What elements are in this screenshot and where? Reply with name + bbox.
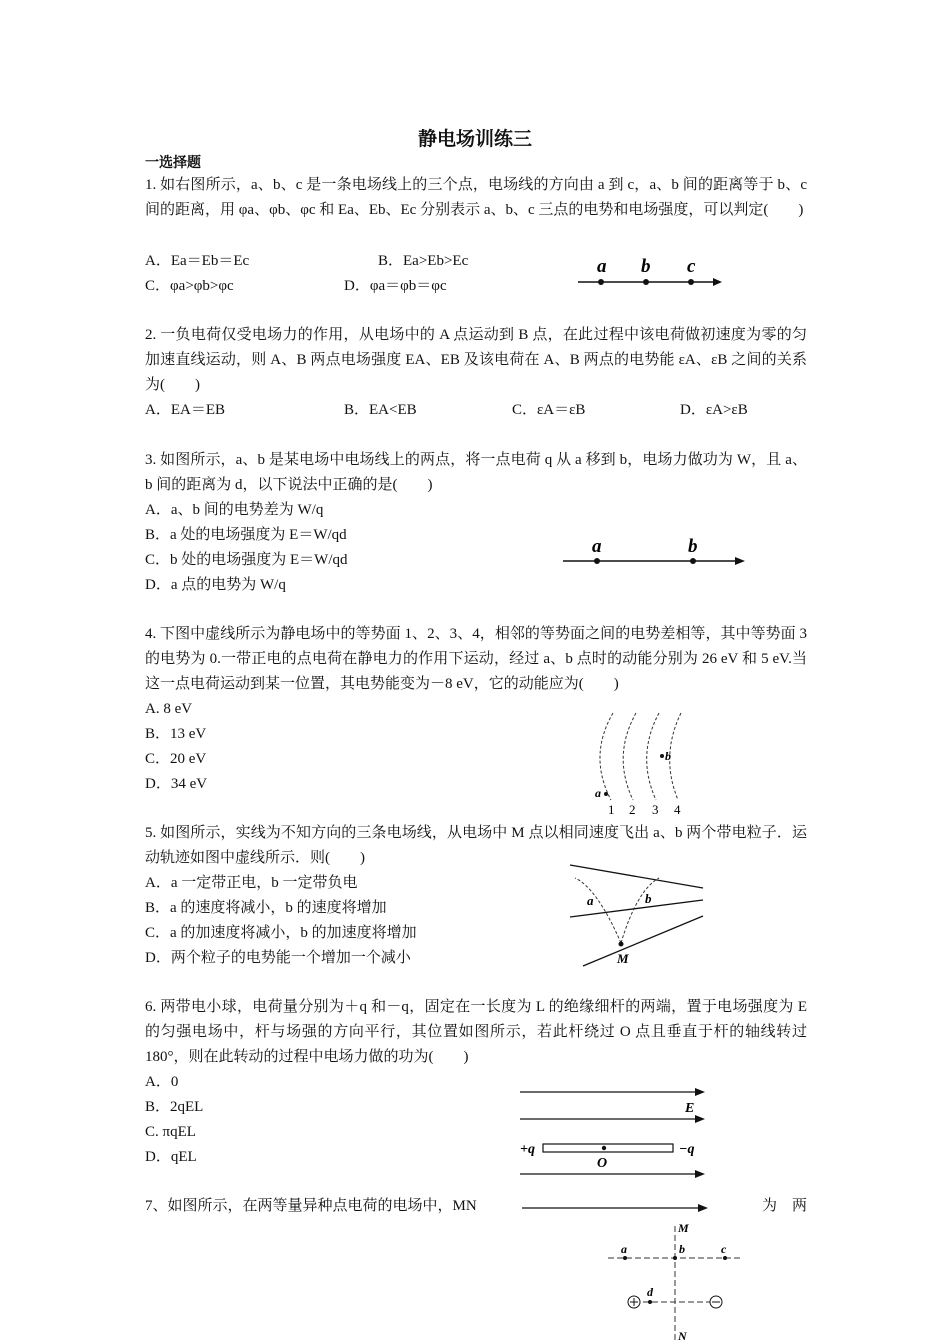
q5-option-b: B．a 的速度将减小，b 的速度将增加 xyxy=(145,900,387,916)
q1-option-a: A．Ea＝Eb＝Ec xyxy=(145,253,250,269)
q7-label-n: N xyxy=(678,1329,687,1343)
q7-stem-start: 7、如图所示，在两等量异种点电荷的电场中，MN xyxy=(145,1198,477,1214)
q5-stem: 5. 如图所示，实线为不知方向的三条电场线，从电场中 M 点以相同速度飞出 a、b 两个带电粒子．运动轨迹如图中虚线所示．则( ) xyxy=(145,825,807,866)
q7-stem-end: 为 两 xyxy=(762,1198,808,1214)
q4-surface-2 xyxy=(623,713,636,800)
q5-field-line-1 xyxy=(570,865,703,888)
q4-surface-1 xyxy=(600,713,613,800)
q7-dipole-figure xyxy=(600,1218,750,1342)
q1-label-c: c xyxy=(687,256,696,277)
q5-point-m xyxy=(619,942,624,947)
q7-point-d xyxy=(648,1300,652,1304)
q4-option-a: A. 8 eV xyxy=(145,701,193,717)
q4-surface-3 xyxy=(647,713,659,800)
q7-point-b xyxy=(673,1256,677,1260)
q3-field-line-figure xyxy=(555,530,755,575)
q6-arrow-2 xyxy=(695,1115,705,1123)
q6-insulating-rod xyxy=(543,1144,673,1152)
q7-label-m: M xyxy=(678,1221,689,1235)
section-heading: 一选择题 xyxy=(145,155,201,171)
q7-label-d: d xyxy=(647,1285,653,1299)
q1-point-b xyxy=(643,279,649,285)
q3-option-b: B．a 处的电场强度为 E＝W/qd xyxy=(145,527,347,543)
q2-option-c: C．εA＝εB xyxy=(512,402,586,418)
q5-trajectory-a xyxy=(575,878,621,943)
q3-label-b: b xyxy=(688,536,698,557)
q4-surface-4 xyxy=(670,713,681,800)
q4-equipotential-figure xyxy=(580,708,700,818)
q1-point-a xyxy=(598,279,604,285)
page-title: 静电场训练三 xyxy=(417,128,532,150)
q5-trajectory-b xyxy=(621,878,659,943)
q3-option-a: A．a、b 间的电势差为 W/q xyxy=(145,502,324,518)
q6-label-plus-q: +q xyxy=(520,1142,535,1157)
q4-label-3: 3 xyxy=(652,802,659,817)
q3-point-b xyxy=(690,558,696,564)
q5-option-d: D．两个粒子的电势能一个增加一个减小 xyxy=(145,950,411,966)
q4-point-b xyxy=(660,754,664,758)
q6-label-e: E xyxy=(685,1101,695,1116)
q4-label-b: b xyxy=(665,749,671,763)
q5-field-line-3 xyxy=(583,916,703,966)
q4-label-4: 4 xyxy=(674,802,681,817)
q5-label-b: b xyxy=(645,891,652,906)
q7-label-a: a xyxy=(621,1242,627,1256)
q2-stem: 2. 一负电荷仅受电场力的作用，从电场中的 A 点运动到 B 点，在此过程中该电荷做初速度为零的匀加速直线运动，则 A、B 两点电场强度 EA、EB 及该电荷在 A、B 两点的电势能 εA、εB 之间的关系为( ) xyxy=(145,327,807,393)
q1-label-b: b xyxy=(641,256,651,277)
q1-field-line-figure xyxy=(570,250,730,295)
q4-point-a xyxy=(604,792,608,796)
q6-label-o: O xyxy=(597,1156,608,1171)
q6-uniform-field-figure xyxy=(515,1082,715,1182)
q7-point-c xyxy=(723,1256,727,1260)
q3-label-a: a xyxy=(592,536,602,557)
q6-option-b: B．2qEL xyxy=(145,1099,204,1115)
q5-option-a: A．a 一定带正电，b 一定带负电 xyxy=(145,875,358,891)
q7-point-a xyxy=(623,1256,627,1260)
q1-option-d: D．φa＝φb＝φc xyxy=(344,278,447,294)
q5-label-m: M xyxy=(617,951,629,966)
q4-label-a: a xyxy=(595,786,601,800)
q7-arrow-line xyxy=(518,1200,718,1216)
q6-stem: 6. 两带电小球，电荷量分别为＋q 和－q，固定在一长度为 L 的绝缘细杆的两端，置于电场强度为 E 的匀强电场中，杆与场强的方向平行，其位置如图所示，若此杆绕过 O 点且垂直于杆的轴线转过 180°，则在此转动的过程中电场力做的功为( ) xyxy=(145,999,807,1065)
q7-label-b: b xyxy=(679,1242,685,1256)
q1-arrow-head xyxy=(713,278,722,286)
q4-label-1: 1 xyxy=(608,802,615,817)
q2-option-d: D．εA>εB xyxy=(680,402,748,418)
q4-option-d: D．34 eV xyxy=(145,776,208,792)
q4-option-c: C．20 eV xyxy=(145,751,207,767)
q3-point-a xyxy=(594,558,600,564)
q6-label-minus-q: −q xyxy=(679,1142,695,1157)
q3-option-c: C．b 处的电场强度为 E＝W/qd xyxy=(145,552,348,568)
q2-option-b: B．EA<EB xyxy=(344,402,417,418)
q6-option-c: C. πqEL xyxy=(145,1124,196,1140)
q6-point-o xyxy=(602,1146,606,1150)
q1-label-a: a xyxy=(597,256,607,277)
q6-option-a: A．0 xyxy=(145,1074,179,1090)
q6-option-d: D．qEL xyxy=(145,1149,197,1165)
q4-stem: 4. 下图中虚线所示为静电场中的等势面 1、2、3、4，相邻的等势面之间的电势差相等，其中等势面 3 的电势为 0.一带正电的点电荷在静电力的作用下运动，经过 a、b 点时的动能分别为 26 eV 和 5 eV.当这一点电荷运动到某一位置，其电势能变为－8 eV，它的动能应为( ) xyxy=(145,626,807,692)
q4-label-2: 2 xyxy=(629,802,636,817)
q2-option-a: A．EA＝EB xyxy=(145,402,225,418)
q7-label-c: c xyxy=(721,1242,727,1256)
q1-option-b: B．Ea>Eb>Ec xyxy=(378,253,469,269)
q3-arrow-head xyxy=(735,557,745,565)
q3-stem: 3. 如图所示，a、b 是某电场中电场线上的两点，将一点电荷 q 从 a 移到 b，电场力做功为 W，且 a、b 间的距离为 d，以下说法中正确的是( ) xyxy=(145,452,807,493)
q6-arrow-1 xyxy=(695,1088,705,1096)
q5-field-lines-figure xyxy=(565,860,710,970)
q1-stem: 1. 如右图所示，a、b、c 是一条电场线上的三个点，电场线的方向由 a 到 c，a、b 间的距离等于 b、c 间的距离，用 φa、φb、φc 和 Ea、Eb、Ec 分别表示 a、b、c 三点的电势和电场强度，可以判定( ) xyxy=(145,177,807,218)
q3-option-d: D．a 点的电势为 W/q xyxy=(145,577,286,593)
q6-arrow-3 xyxy=(695,1170,705,1178)
q4-option-b: B．13 eV xyxy=(145,726,207,742)
q5-option-c: C．a 的加速度将减小，b 的加速度将增加 xyxy=(145,925,417,941)
q1-option-c: C．φa>φb>φc xyxy=(145,278,234,294)
q1-point-c xyxy=(688,279,694,285)
q5-label-a: a xyxy=(587,893,594,908)
